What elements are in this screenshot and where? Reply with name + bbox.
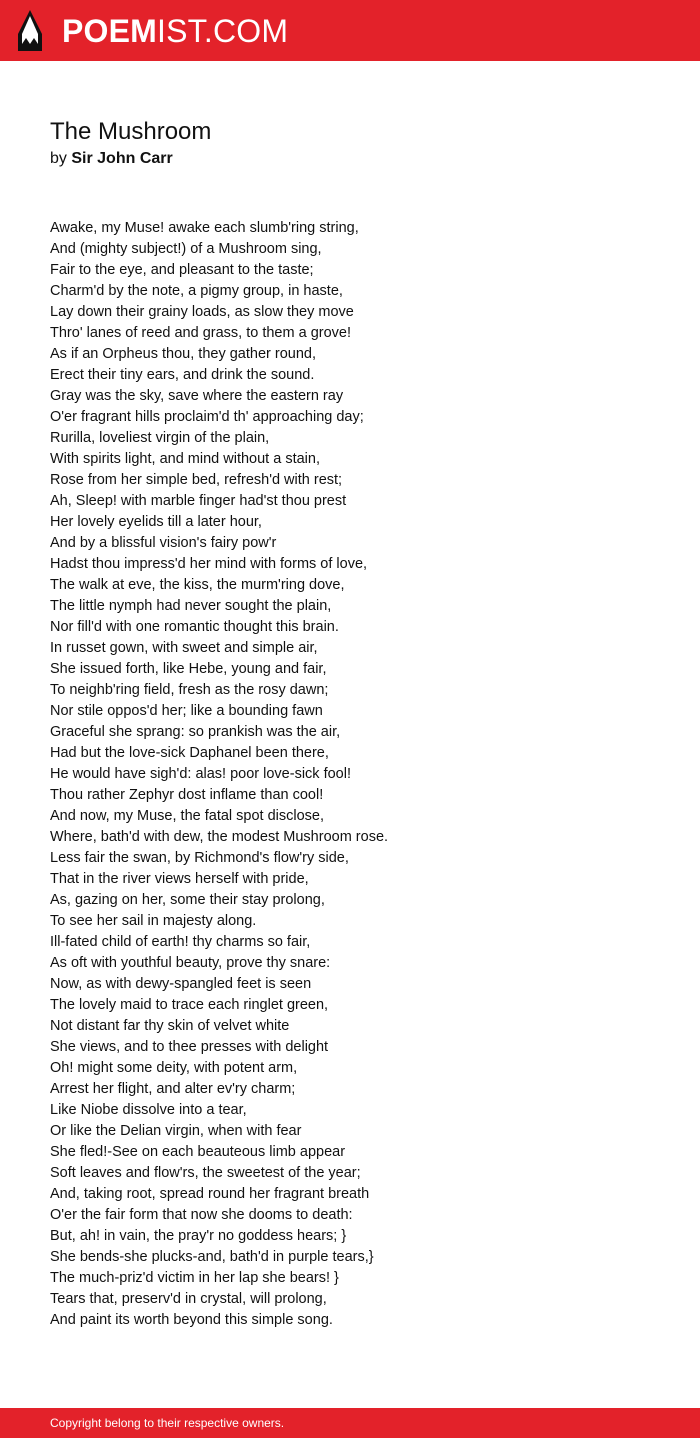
poem-line: He would have sigh'd: alas! poor love-sick fool! (50, 766, 351, 782)
poem-line: The little nymph had never sought the plain, (50, 598, 332, 614)
brand-light-text: IST.COM (157, 13, 289, 49)
poem-line: To see her sail in majesty along. (50, 913, 257, 929)
byline (50, 148, 173, 170)
poem-line: Erect their tiny ears, and drink the sound. (50, 367, 315, 383)
site-footer (0, 1408, 700, 1438)
poem-line: She fled!-See on each beauteous limb appear (50, 1144, 346, 1160)
poem-line: Like Niobe dissolve into a tear, (50, 1102, 247, 1118)
poem-line: As if an Orpheus thou, they gather round, (50, 346, 316, 362)
poem-line: And (mighty subject!) of a Mushroom sing, (50, 241, 322, 257)
poem-body (50, 218, 670, 1331)
poem-line: Rose from her simple bed, refresh'd with rest; (50, 472, 343, 488)
poem-line: And, taking root, spread round her fragrant breath (50, 1186, 370, 1202)
poem-line: Tears that, preserv'd in crystal, will prolong, (50, 1291, 327, 1307)
poem-line: As, gazing on her, some their stay prolong, (50, 892, 325, 908)
poem-line: But, ah! in vain, the pray'r no goddess hears; } (50, 1228, 347, 1244)
poem-title: The Mushroom (50, 118, 212, 145)
poem-line: The lovely maid to trace each ringlet green, (50, 997, 329, 1013)
poem-line: Nor stile oppos'd her; like a bounding fawn (50, 703, 323, 719)
poem-line: Gray was the sky, save where the eastern ray (50, 388, 344, 404)
poem-line: Ah, Sleep! with marble finger had'st thou prest (50, 493, 347, 509)
copyright-text: Copyright belong to their respective owners. (50, 1416, 285, 1430)
poem-line: Now, as with dewy-spangled feet is seen (50, 976, 312, 992)
poem-line: Or like the Delian virgin, when with fear (50, 1123, 302, 1139)
poem-line: And by a blissful vision's fairy pow'r (50, 535, 277, 551)
poem-line: She issued forth, like Hebe, young and fair, (50, 661, 327, 677)
poem-line: Fair to the eye, and pleasant to the taste; (50, 262, 314, 278)
poem-line: Had but the love-sick Daphanel been there, (50, 745, 329, 761)
poem-line: Charm'd by the note, a pigmy group, in haste, (50, 283, 343, 299)
poem-line: Her lovely eyelids till a later hour, (50, 514, 262, 530)
poem-line: To neighb'ring field, fresh as the rosy dawn; (50, 682, 329, 698)
poem-line: Arrest her flight, and alter ev'ry charm; (50, 1081, 296, 1097)
poem-line: In russet gown, with sweet and simple air, (50, 640, 318, 656)
poem-line: Lay down their grainy loads, as slow they move (50, 304, 354, 320)
poem-line: Ill-fated child of earth! thy charms so fair, (50, 934, 311, 950)
poem-line: The walk at eve, the kiss, the murm'ring dove, (50, 577, 345, 593)
poem-line: Thro' lanes of reed and grass, to them a grove! (50, 325, 351, 341)
poem-line: Awake, my Muse! awake each slumb'ring string, (50, 220, 359, 236)
poem-line: As oft with youthful beauty, prove thy snare: (50, 955, 331, 971)
poem-line: Thou rather Zephyr dost inflame than cool! (50, 787, 324, 803)
poem-line: Less fair the swan, by Richmond's flow'ry side, (50, 850, 349, 866)
poem-line: That in the river views herself with pride, (50, 871, 309, 887)
site-logo[interactable] (62, 11, 288, 51)
pen-nib-icon[interactable] (18, 10, 42, 51)
poem-line: Soft leaves and flow'rs, the sweetest of the year; (50, 1165, 361, 1181)
poem-line: Not distant far thy skin of velvet white (50, 1018, 290, 1034)
poem-line: Hadst thou impress'd her mind with forms of love, (50, 556, 368, 572)
poem-line: Where, bath'd with dew, the modest Mushroom rose. (50, 829, 389, 845)
brand-bold-text: POEM (62, 13, 158, 49)
poem-line: She bends-she plucks-and, bath'd in purple tears,} (50, 1249, 374, 1265)
poem-line: The much-priz'd victim in her lap she bears! } (50, 1270, 339, 1286)
poem-line: Rurilla, loveliest virgin of the plain, (50, 430, 270, 446)
poem-line: Nor fill'd with one romantic thought this brain. (50, 619, 339, 635)
poem-line: O'er the fair form that now she dooms to death: (50, 1207, 353, 1223)
poem-line: With spirits light, and mind without a stain, (50, 451, 320, 467)
poem-line: And now, my Muse, the fatal spot disclose, (50, 808, 325, 824)
poem-line: And paint its worth beyond this simple song. (50, 1312, 333, 1328)
site-header (0, 0, 700, 61)
author-name[interactable]: Sir John Carr (71, 150, 173, 167)
poem-line: Graceful she sprang: so prankish was the air, (50, 724, 341, 740)
poem-line: Oh! might some deity, with potent arm, (50, 1060, 298, 1076)
by-label: by (50, 150, 67, 167)
poem-line: She views, and to thee presses with delight (50, 1039, 329, 1055)
poem-line: O'er fragrant hills proclaim'd th' approaching day; (50, 409, 364, 425)
